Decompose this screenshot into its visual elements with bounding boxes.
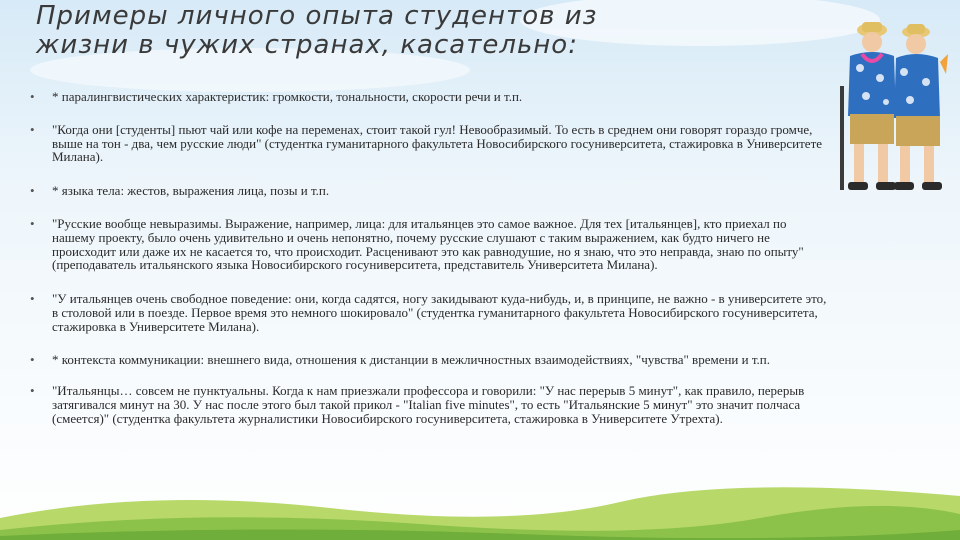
slide-title (36, 2, 656, 60)
title-line-2: жизни в чужих странах, касательно: (36, 30, 578, 60)
grass-hills-decoration (0, 478, 960, 540)
bullet-dot: • (30, 183, 35, 199)
bullet-text: "Когда они [студенты] пьют чай или кофе на переменах, стоит такой гул! Невообразимый. То есть в среднем они говорят гораздо громче, выше на тон - два, чем русские люди" (студентка гуманитарного факультета Новосибирского госуниверситета, стажировка в Университете Милана). (52, 121, 823, 165)
bullet-list (30, 90, 830, 426)
bullet-item (30, 292, 830, 333)
bullet-text: "Итальянцы… совсем не пунктуальны. Когда к нам приезжали профессора и говорили: "У нас перерыв 5 минут", как правило, перерыв затягивался минут на 30. У нас после этого был такой прикол - "Italian five minutes", то есть "Итальянские 5 минут" это значит полчаса (смеется)" (студентка факультета журналистики Новосибирского госуниверситета, стажировка в Университете Утрехта). (52, 383, 805, 426)
bullet-dot: • (30, 351, 35, 367)
tourists-illustration (836, 16, 950, 200)
tourist-left-figure (840, 22, 896, 190)
bullet-item (30, 123, 830, 164)
bullet-item (30, 217, 830, 272)
bullet-dot: • (30, 89, 35, 104)
bullet-text: * языка тела: жестов, выражения лица, позы и т.п. (52, 183, 330, 199)
bullet-item (30, 353, 830, 367)
bullet-text: * контекста коммуникации: внешнего вида, отношения к дистанции в межличностных взаимодействиях, "чувства" времени и т.п. (52, 351, 770, 367)
bullet-item (30, 184, 830, 198)
bullet-item (30, 90, 830, 104)
bullet-dot: • (30, 291, 35, 307)
bullet-item (30, 384, 830, 425)
bullet-dot: • (30, 121, 35, 137)
bullet-text: "Русские вообще невыразимы. Выражение, например, лица: для итальянцев это самое важное. Для тех [итальянцев], кто приехал по нашему проекту, было очень удивительно и очень непонятно, почему русские слушают с таким выражением, как будто ничего не происходит или даже их не касается то, что происходит. Расценивают это как равнодушие, но я знаю, что это неправда, знаю по опыту" (преподаватель итальянского языка Новосибирского госуниверситета, представитель Университета Милана). (52, 215, 804, 273)
bullet-text: "У итальянцев очень свободное поведение: они, когда садятся, ногу закидывают куда-нибудь, и, в принципе, не важно - в университете это, в столовой или в поезде. Первое время это немного шокировало" (студентка гуманитарного факультета Новосибирского госуниверситета, стажировка в Университете Милана). (52, 291, 827, 334)
tourist-right-figure (894, 24, 948, 190)
bullet-dot: • (30, 383, 35, 399)
title-line-1: Примеры личного опыта студентов из (36, 1, 598, 31)
bullet-text: * паралингвистических характеристик: громкости, тональности, скорости речи и т.п. (52, 89, 523, 104)
bullet-dot: • (30, 215, 35, 231)
